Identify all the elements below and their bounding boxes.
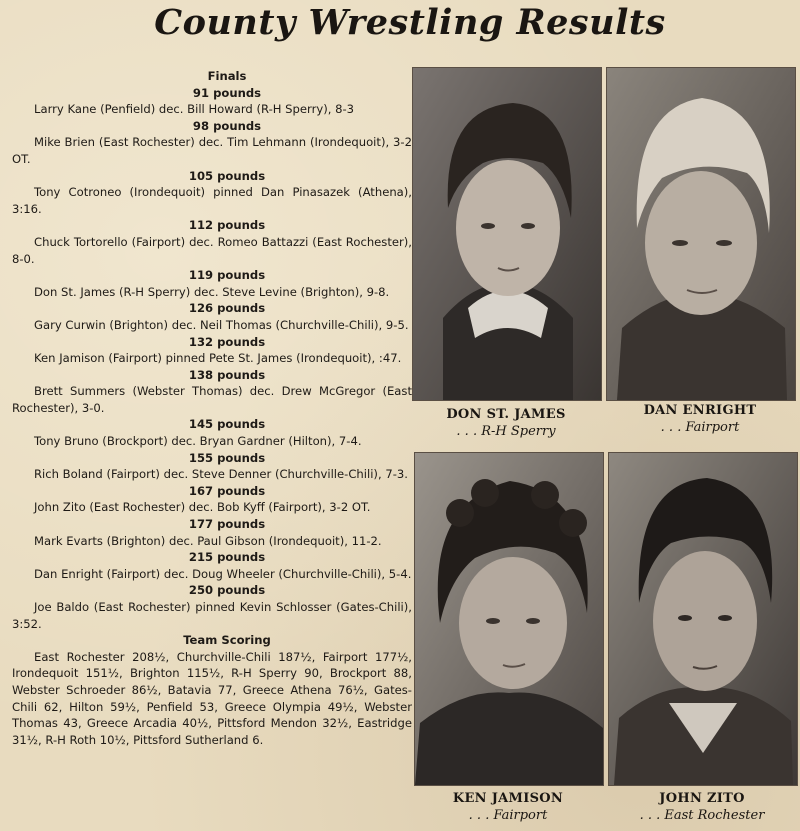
finals-heading: Finals — [207, 69, 247, 83]
weight-class-heading: 138 pounds — [188, 367, 266, 382]
caption-ken-jamison — [414, 790, 602, 824]
bout-result: John Zito (East Rochester) dec. Bob Kyff (Fairport), 3-2 OT. — [34, 500, 371, 515]
weight-class-heading: 112 pounds — [188, 218, 266, 233]
photo-ken-jamison — [414, 452, 604, 786]
bout-result: Larry Kane (Penfield) dec. Bill Howard (R-H Sperry), 8-3 — [34, 102, 355, 117]
bout-result: Gary Curwin (Brighton) dec. Neil Thomas (Churchville-Chili), 9-5. — [34, 317, 409, 332]
portrait-image — [415, 453, 603, 785]
bout-result: Mark Evarts (Brighton) dec. Paul Gibson (Irondequoit), 11-2. — [34, 533, 382, 548]
caption-school: . . . Fairport — [468, 808, 548, 823]
weight-class-heading: 132 pounds — [188, 334, 266, 349]
bout-result: Chuck Tortorello (Fairport) dec. Romeo Battazzi (East Rochester), 8-0. — [12, 234, 412, 266]
weight-class-heading: 167 pounds — [188, 483, 266, 498]
bout-result: Don St. James (R-H Sperry) dec. Steve Levine (Brighton), 9-8. — [34, 284, 390, 299]
portrait-image — [607, 68, 795, 400]
bout-result: Mike Brien (East Rochester) dec. Tim Lehmann (Irondequoit), 3-2 OT. — [12, 135, 412, 166]
portrait-image — [413, 68, 601, 400]
bout-result: Ken Jamison (Fairport) pinned Pete St. James (Irondequoit), :47. — [34, 351, 402, 366]
weight-class-heading: 155 pounds — [188, 450, 266, 465]
bout-list — [12, 85, 412, 633]
caption-john-zito — [608, 790, 796, 824]
caption-name: DON ST. JAMES — [446, 407, 566, 422]
caption-school: . . . R-H Sperry — [456, 424, 556, 439]
team-scoring-text: East Rochester 208½, Churchville-Chili 187½, Fairport 177½, Irondequoit 151½, Brighton 115½, R-H Sperry 90, Brockport 88, Webster Schroeder 86½, Batavia 77, Greece Athena 76½, Gates-Chili 62, Hilton 59½, Penfield 53, Greece Olympia 49½, Webster Thomas 43, Greece Arcadia 40½, Pittsford Mendon 32½, Eastridge 31½, R-H Roth 10½, Pittsford Sutherland 6. — [12, 649, 412, 747]
weight-class-heading: 126 pounds — [188, 301, 266, 316]
caption-name: KEN JAMISON — [452, 791, 564, 806]
bout-result: Tony Cotroneo (Irondequoit) pinned Dan Pinasazek (Athena), 3:16. — [12, 185, 412, 216]
bout-result: Dan Enright (Fairport) dec. Doug Wheeler (Churchville-Chili), 5-4. — [34, 566, 412, 581]
weight-class-heading: 98 pounds — [192, 118, 262, 133]
caption-dan-enright — [606, 402, 794, 436]
caption-school: . . . Fairport — [660, 420, 740, 435]
weight-class-heading: 119 pounds — [188, 268, 266, 283]
photo-don-st-james — [412, 67, 602, 401]
bout-result: Tony Bruno (Brockport) dec. Bryan Gardner (Hilton), 7-4. — [34, 434, 362, 449]
team-scoring-heading: Team Scoring — [183, 633, 271, 648]
bout-result: Rich Boland (Fairport) dec. Steve Denner (Churchville-Chili), 7-3. — [34, 467, 408, 482]
results-column — [12, 68, 412, 748]
caption-don-st-james — [412, 406, 600, 440]
weight-class-heading: 177 pounds — [188, 517, 266, 532]
headline: County Wrestling Results — [154, 2, 666, 43]
weight-class-heading: 145 pounds — [188, 417, 266, 432]
photo-john-zito — [608, 452, 798, 786]
caption-school: . . . East Rochester — [639, 808, 765, 823]
weight-class-heading: 250 pounds — [188, 583, 266, 598]
photo-dan-enright — [606, 67, 796, 401]
caption-name: DAN ENRIGHT — [643, 403, 757, 418]
caption-name: JOHN ZITO — [659, 791, 745, 806]
weight-class-heading: 105 pounds — [188, 168, 266, 183]
bout-result: Joe Baldo (East Rochester) pinned Kevin Schlosser (Gates-Chili), 3:52. — [12, 600, 412, 631]
weight-class-heading: 91 pounds — [192, 85, 262, 100]
bout-result: Brett Summers (Webster Thomas) dec. Drew McGregor (East Rochester), 3-0. — [12, 384, 412, 415]
weight-class-heading: 215 pounds — [188, 550, 266, 565]
portrait-image — [609, 453, 797, 785]
